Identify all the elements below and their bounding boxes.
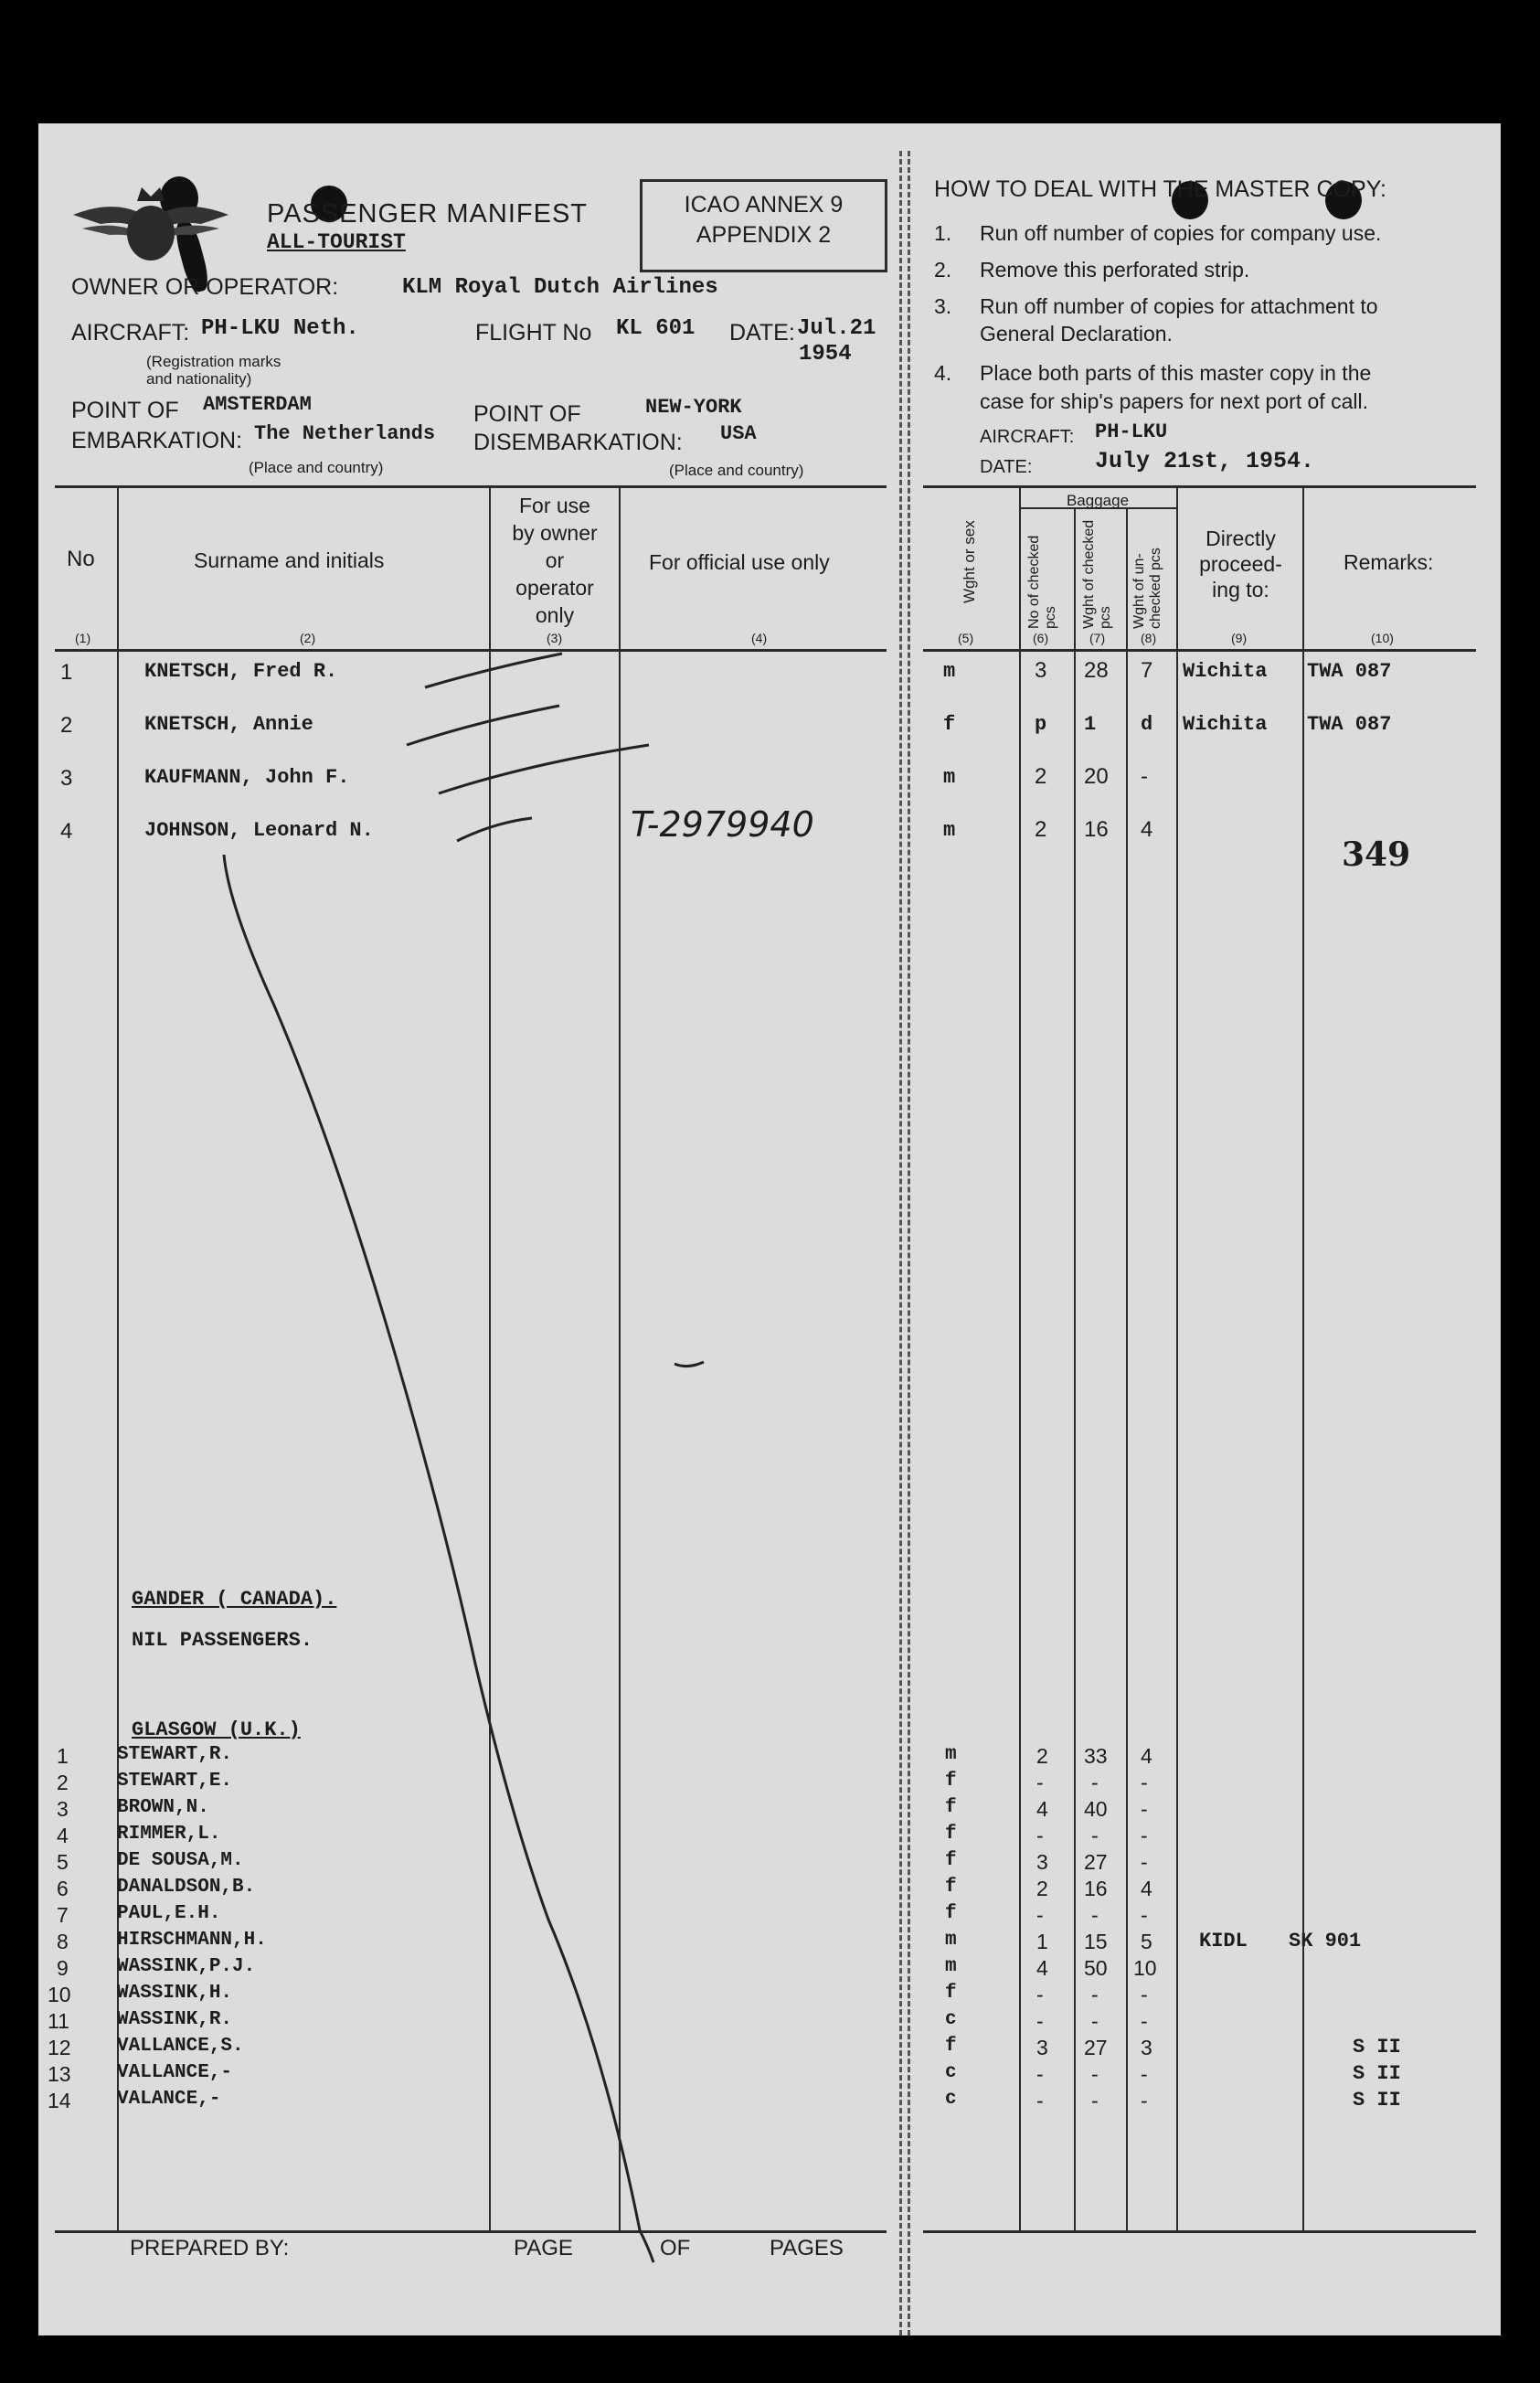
passenger-sex: f (945, 1797, 957, 1818)
checked-weight: 1 (1084, 713, 1097, 736)
checked-pcs: - (1036, 1771, 1044, 1794)
checked-pcs: 3 (1036, 2036, 1048, 2059)
flight-value: KL 601 (616, 316, 696, 341)
checked-pcs: p (1035, 713, 1047, 736)
passenger-sex: f (945, 1877, 957, 1898)
passenger-no: 14 (48, 2089, 71, 2112)
passenger-name: WASSINK,H. (117, 1983, 233, 2004)
passenger-name: VALLANCE,- (117, 2062, 233, 2083)
unchecked-weight: - (1141, 1850, 1148, 1874)
disembarkation-value: USA (720, 422, 757, 445)
disembarkation-value: NEW-YORK (645, 396, 742, 419)
destination: Wichita (1183, 713, 1268, 736)
col-index: (10) (1371, 631, 1394, 645)
col-surname: Surname and initials (194, 548, 385, 572)
passenger-name: BROWN,N. (117, 1797, 209, 1818)
strip-aircraft-label: AIRCRAFT: (980, 427, 1075, 447)
unchecked-weight: - (1141, 1903, 1148, 1927)
remarks: S II (1353, 2089, 1401, 2112)
table-row (0, 1824, 1540, 1849)
unchecked-weight: 3 (1141, 2036, 1152, 2059)
checked-pcs: - (1036, 2089, 1044, 2112)
checked-weight: 16 (1084, 817, 1109, 842)
flight-label: FLIGHT No (475, 320, 592, 346)
passenger-name: KAUFMANN, John F. (144, 766, 350, 789)
passenger-name: WASSINK,R. (117, 2009, 233, 2030)
passenger-sex: c (945, 2089, 957, 2110)
passenger-no: 2 (60, 713, 73, 738)
checked-pcs: 3 (1035, 658, 1047, 683)
passenger-name: STEWART,R. (117, 1744, 233, 1765)
table-row (0, 2009, 1540, 2035)
passenger-no: 1 (60, 660, 73, 685)
of-label: OF (660, 2236, 691, 2261)
checked-weight: - (1091, 1771, 1099, 1794)
checked-weight: - (1091, 1824, 1099, 1847)
registration-note: and nationality) (146, 370, 252, 388)
checked-weight: 20 (1084, 764, 1109, 789)
checked-weight: 27 (1084, 2036, 1108, 2059)
passenger-no: 6 (57, 1877, 69, 1900)
aircraft-label: AIRCRAFT: (71, 320, 190, 346)
strip-aircraft-value: PH-LKU (1095, 420, 1168, 443)
passenger-sex: f (945, 1903, 957, 1924)
passenger-sex: f (945, 1771, 957, 1792)
passenger-no: 9 (57, 1956, 69, 1980)
passenger-no: 7 (57, 1903, 69, 1927)
col-index: (5) (958, 631, 974, 645)
col-directly: ing to: (1212, 578, 1269, 601)
unchecked-weight: 10 (1133, 1956, 1157, 1980)
passenger-sex: m (945, 1744, 957, 1765)
col-index: (4) (751, 631, 768, 645)
col-directly: Directly (1205, 527, 1276, 550)
disembarkation-label: DISEMBARKATION: (473, 430, 683, 455)
checked-pcs: 2 (1036, 1877, 1048, 1900)
icao-line1: ICAO ANNEX 9 (684, 192, 844, 218)
checked-pcs: - (1036, 1983, 1044, 2006)
col-directly: proceed- (1199, 552, 1282, 576)
col-no-checked: No of checked pcs (1026, 535, 1058, 629)
unchecked-weight: 4 (1141, 817, 1153, 842)
passenger-name: HIRSCHMANN,H. (117, 1930, 267, 1951)
col-index: (7) (1089, 631, 1106, 645)
passenger-name: PAUL,E.H. (117, 1903, 221, 1924)
checked-pcs: 3 (1036, 1850, 1048, 1874)
instruction-number: 4. (934, 361, 952, 385)
instruction-text: case for ship's papers for next port of call. (980, 389, 1368, 413)
checked-weight: - (1091, 2062, 1099, 2086)
passenger-name: DE SOUSA,M. (117, 1850, 244, 1871)
passenger-name: VALLANCE,S. (117, 2036, 244, 2057)
table-row (0, 1930, 1540, 1955)
passenger-no: 1 (57, 1744, 69, 1768)
checked-pcs: 2 (1035, 817, 1047, 842)
checked-pcs: - (1036, 2009, 1044, 2033)
instruction-text: Run off number of copies for company use. (980, 221, 1382, 245)
passenger-no: 4 (57, 1824, 69, 1847)
col-owner-use: operator (515, 576, 594, 600)
col-index: (8) (1141, 631, 1157, 645)
official-note: T-2979940 (631, 804, 814, 845)
table-row (0, 2089, 1540, 2114)
table-row (0, 2062, 1540, 2088)
instructions-title: HOW TO DEAL WITH THE MASTER COPY: (934, 176, 1386, 202)
col-wght-checked: Wght of checked pcs (1081, 519, 1113, 629)
checked-weight: 16 (1084, 1877, 1108, 1900)
instruction-text: Remove this perforated strip. (980, 258, 1250, 282)
instruction-number: 3. (934, 294, 952, 318)
col-index: (3) (547, 631, 563, 645)
unchecked-weight: - (1141, 1824, 1148, 1847)
col-no: No (67, 547, 95, 571)
embarkation-value: The Netherlands (254, 422, 436, 445)
unchecked-weight: 7 (1141, 658, 1153, 683)
col-owner-use: only (535, 603, 575, 627)
checked-pcs: 2 (1036, 1744, 1048, 1768)
passenger-sex: c (945, 2009, 957, 2030)
instruction-text: Run off number of copies for attachment to (980, 294, 1378, 318)
passenger-sex: f (945, 1850, 957, 1871)
passenger-no: 10 (48, 1983, 71, 2006)
unchecked-weight: - (1141, 2089, 1148, 2112)
passenger-name: KNETSCH, Annie (144, 713, 313, 736)
checked-pcs: - (1036, 2062, 1044, 2086)
embarkation-label: EMBARKATION: (71, 428, 243, 453)
checked-weight: - (1091, 1903, 1099, 1927)
manifest-class: ALL-TOURIST (267, 230, 406, 254)
unchecked-weight: - (1141, 2009, 1148, 2033)
col-baggage: Baggage (1066, 492, 1130, 509)
passenger-no: 4 (60, 819, 73, 844)
disembarkation-note: (Place and country) (669, 462, 804, 479)
checked-weight: 50 (1084, 1956, 1108, 1980)
unchecked-weight: - (1141, 1771, 1148, 1794)
passenger-name: RIMMER,L. (117, 1824, 221, 1845)
remarks: S II (1353, 2062, 1401, 2085)
col-owner-use: For use (519, 494, 590, 517)
checked-weight: 33 (1084, 1744, 1108, 1768)
glasgow-heading: GLASGOW (U.K.) (132, 1718, 301, 1741)
passenger-no: 3 (60, 766, 73, 791)
passenger-no: 13 (48, 2062, 71, 2086)
passenger-sex: m (945, 1930, 957, 1951)
passenger-sex: m (943, 660, 956, 683)
table-row (0, 1850, 1540, 1876)
aircraft-value: PH-LKU Neth. (201, 316, 359, 341)
col-owner-use: or (545, 548, 565, 572)
destination: Wichita (1183, 660, 1268, 683)
passenger-sex: f (945, 1824, 957, 1845)
date-label: DATE: (729, 320, 795, 346)
checked-weight: 27 (1084, 1850, 1108, 1874)
embarkation-note: (Place and country) (249, 459, 384, 476)
passenger-name: JOHNSON, Leonard N. (144, 819, 374, 842)
passenger-no: 8 (57, 1930, 69, 1953)
table-row (0, 1744, 1540, 1770)
passenger-sex: f (945, 1983, 957, 2004)
page-number: 349 (1342, 835, 1411, 874)
table-row (0, 2036, 1540, 2061)
checked-weight: - (1091, 2009, 1099, 2033)
passenger-name: VALANCE,- (117, 2089, 221, 2110)
prepared-by-label: PREPARED BY: (130, 2236, 290, 2261)
registration-note: (Registration marks (146, 353, 281, 370)
remarks: SK 901 (1289, 1930, 1362, 1952)
owner-label: OWNER OR OPERATOR: (71, 274, 339, 300)
table-row (0, 1903, 1540, 1929)
col-index: (9) (1231, 631, 1248, 645)
col-remarks: Remarks: (1344, 550, 1434, 574)
remarks: TWA 087 (1307, 660, 1392, 683)
passenger-no: 3 (57, 1797, 69, 1821)
gander-heading: GANDER ( CANADA). (132, 1588, 337, 1611)
checked-weight: - (1091, 1983, 1099, 2006)
passenger-no: 2 (57, 1771, 69, 1794)
checked-pcs: 2 (1035, 764, 1047, 789)
instruction-text: Place both parts of this master copy in the (980, 361, 1372, 385)
remarks: TWA 087 (1307, 713, 1392, 736)
instruction-number: 2. (934, 258, 952, 282)
table-row (0, 1877, 1540, 1902)
remarks: S II (1353, 2036, 1401, 2059)
checked-pcs: - (1036, 1903, 1044, 1927)
passenger-sex: m (943, 766, 956, 789)
table-row (0, 1797, 1540, 1823)
passenger-sex: f (945, 2036, 957, 2057)
passenger-sex: m (943, 819, 956, 842)
page-label: PAGE (514, 2236, 573, 2261)
col-index: (1) (75, 631, 91, 645)
disembarkation-label: POINT OF (473, 401, 581, 427)
checked-weight: 15 (1084, 1930, 1108, 1953)
table-row (0, 1983, 1540, 2008)
pages-label: PAGES (770, 2236, 844, 2261)
passenger-no: 5 (57, 1850, 69, 1874)
unchecked-weight: d (1141, 713, 1153, 736)
instruction-number: 1. (934, 221, 952, 245)
col-weight-sex: Wght or sex (961, 520, 978, 603)
passenger-sex: m (945, 1956, 957, 1977)
unchecked-weight: - (1141, 2062, 1148, 2086)
gander-note: NIL PASSENGERS. (132, 1629, 313, 1652)
col-official: For official use only (649, 550, 830, 574)
passenger-no: 11 (48, 2009, 69, 2033)
unchecked-weight: 4 (1141, 1744, 1152, 1768)
passenger-sex: c (945, 2062, 957, 2083)
checked-pcs: 4 (1036, 1797, 1048, 1821)
embarkation-label: POINT OF (71, 398, 179, 423)
checked-weight: 40 (1084, 1797, 1108, 1821)
passenger-name: KNETSCH, Fred R. (144, 660, 338, 683)
embarkation-value: AMSTERDAM (203, 393, 312, 416)
checked-pcs: - (1036, 1824, 1044, 1847)
manifest-title: PASSENGER MANIFEST (267, 199, 589, 229)
passenger-name: WASSINK,P.J. (117, 1956, 256, 1977)
unchecked-weight: 4 (1141, 1877, 1152, 1900)
owner-value: KLM Royal Dutch Airlines (402, 275, 718, 300)
destination: KIDL (1199, 1930, 1248, 1952)
table-row (0, 1771, 1540, 1796)
unchecked-weight: 5 (1141, 1930, 1152, 1953)
strip-date-value: July 21st, 1954. (1095, 448, 1315, 474)
col-wght-unchecked: Wght of un-checked pcs (1131, 548, 1163, 629)
col-owner-use: by owner (512, 521, 598, 545)
col-index: (6) (1033, 631, 1049, 645)
col-index: (2) (300, 631, 316, 645)
checked-pcs: 1 (1036, 1930, 1048, 1953)
date-value: 1954 (799, 342, 852, 367)
date-value: Jul.21 (797, 316, 876, 341)
strip-date-label: DATE: (980, 457, 1033, 477)
unchecked-weight: - (1141, 764, 1148, 789)
instruction-text: General Declaration. (980, 322, 1173, 346)
passenger-name: DANALDSON,B. (117, 1877, 256, 1898)
unchecked-weight: - (1141, 1797, 1148, 1821)
passenger-name: STEWART,E. (117, 1771, 233, 1792)
checked-weight: - (1091, 2089, 1099, 2112)
passenger-sex: f (943, 713, 956, 736)
icao-line2: APPENDIX 2 (696, 222, 832, 248)
unchecked-weight: - (1141, 1983, 1148, 2006)
checked-pcs: 4 (1036, 1956, 1048, 1980)
checked-weight: 28 (1084, 658, 1109, 683)
table-row (0, 1956, 1540, 1982)
passenger-no: 12 (48, 2036, 71, 2059)
